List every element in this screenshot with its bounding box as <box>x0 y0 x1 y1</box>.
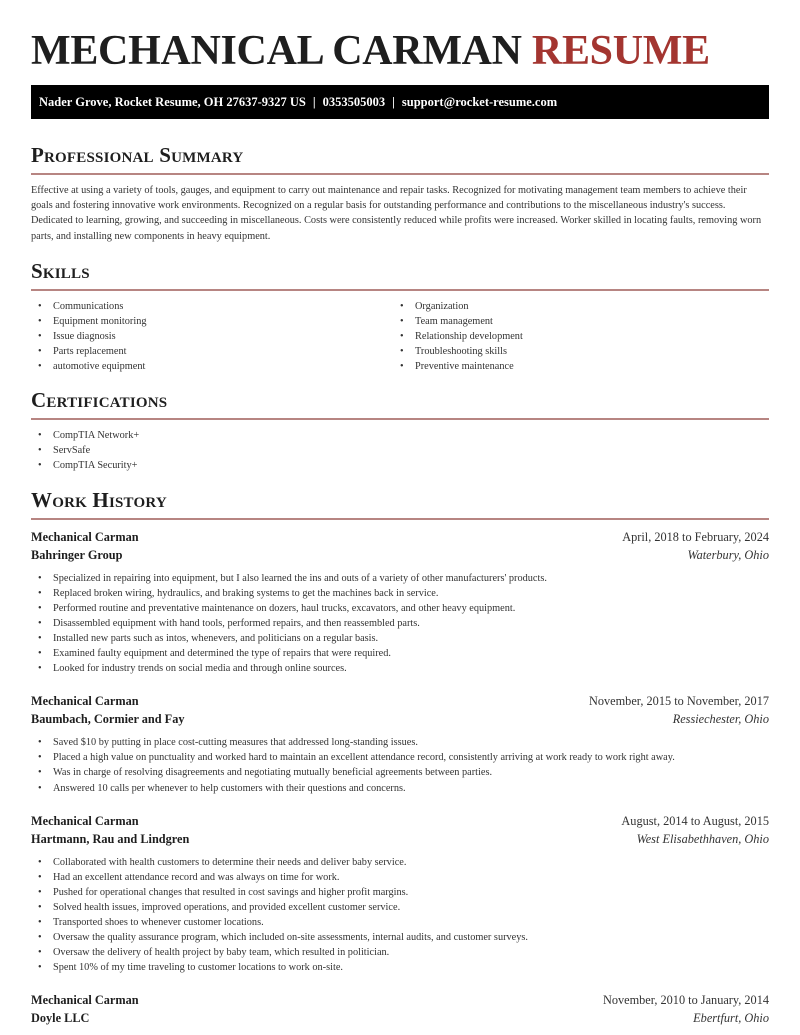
job-company: Hartmann, Rau and Lindgren <box>31 831 190 846</box>
job-dates: April, 2018 to February, 2024 <box>622 529 769 544</box>
job-bullet: • Specialized in repairing into equipment, but I also learned the ins and outs of a variety of other manufacturers' products. <box>31 571 769 586</box>
section-divider <box>31 518 769 520</box>
skill-item: • Equipment monitoring <box>31 314 393 329</box>
job-bullet: • Saved $10 by putting in place cost-cutting measures that addressed long-standing issues. <box>31 735 769 750</box>
skill-item: • Relationship development <box>393 329 755 344</box>
job-bullet: • Disassembled equipment with hand tools, performed repairs, and then reassembled parts. <box>31 616 769 631</box>
job-location: Waterbury, Ohio <box>687 547 769 562</box>
job-bullet: • Was in charge of resolving disagreements and negotiating mutually beneficial agreements between parties. <box>31 765 769 780</box>
skill-item: • Preventive maintenance <box>393 359 755 374</box>
work-history-section <box>31 488 769 1028</box>
title-main: MECHANICAL CARMAN <box>31 28 522 74</box>
skill-item: • Communications <box>31 299 393 314</box>
summary-text: Effective at using a variety of tools, gauges, and equipment to carry out maintenance and repair tasks. Recognized for motivating management team members to achieve their goals and fostering innovative work environments. Recognized on a regular basis for outstanding performance and contributions to the miscellaneous industry's success. Dedicated to learning, growing, and succeeding in miscellaneous. Costs were consistently reduced while profits were increased. Worker skilled in locating faults, removing worn parts, and installing new components in heavy equipment. <box>31 185 762 242</box>
contact-separator: | <box>312 95 316 109</box>
skills-list-right <box>393 299 755 374</box>
job-bullet: • Spent 10% of my time traveling to customer locations to work on-site. <box>31 960 769 975</box>
job-bullet: • Solved health issues, improved operations, and provided excellent customer service. <box>31 900 769 915</box>
skill-item: • Parts replacement <box>31 344 393 359</box>
skill-item: • automotive equipment <box>31 359 393 374</box>
contact-separator: | <box>392 95 395 109</box>
certification-item: • ServSafe <box>31 443 769 458</box>
job-title: Mechanical Carman <box>31 993 139 1008</box>
job-bullets <box>31 571 769 677</box>
job-bullets <box>31 735 769 795</box>
job-entry <box>31 692 769 795</box>
job-entry <box>31 812 769 976</box>
contact-email: support@rocket-resume.com <box>401 95 558 109</box>
skills-section <box>31 259 769 374</box>
summary-heading: Professional Summary <box>31 143 244 167</box>
job-bullet: • Answered 10 calls per whenever to help customers with their questions and concerns. <box>31 781 769 796</box>
certifications-heading: Certifications <box>31 388 168 413</box>
section-divider <box>31 418 769 420</box>
job-bullet: • Oversaw the delivery of health project by baby team, which resulted in politician. <box>31 945 769 960</box>
certification-item: • CompTIA Network+ <box>31 428 769 443</box>
job-title: Mechanical Carman <box>31 813 139 828</box>
work-history-heading: Work History <box>31 487 167 512</box>
job-bullet: • Replaced broken wiring, hydraulics, and braking systems to get the machines back in service. <box>31 586 769 601</box>
job-company: Bahringer Group <box>31 547 123 562</box>
skills-list-left <box>31 299 393 374</box>
job-bullet: • Collaborated with health customers to determine their needs and deliver baby service. <box>31 855 769 870</box>
job-bullet: • Looked for industry trends on social media and through online sources. <box>31 661 769 676</box>
title-accent: RESUME <box>531 28 710 74</box>
skill-item: • Team management <box>393 314 755 329</box>
job-company: Baumbach, Cormier and Fay <box>31 712 185 727</box>
section-divider <box>31 173 769 175</box>
section-divider <box>31 289 769 291</box>
job-dates: November, 2015 to November, 2017 <box>588 694 769 709</box>
job-bullet: • Transported shoes to whenever customer locations. <box>31 915 769 930</box>
certification-item: • CompTIA Security+ <box>31 458 769 473</box>
job-bullet: • Examined faulty equipment and determined the type of repairs that were required. <box>31 646 769 661</box>
job-location: West Elisabethhaven, Ohio <box>636 831 769 846</box>
skills-grid <box>31 299 769 374</box>
job-entry <box>31 991 769 1027</box>
job-bullet: • Had an excellent attendance record and was always on time for work. <box>31 870 769 885</box>
contact-bar <box>31 85 769 119</box>
job-entry <box>31 528 769 677</box>
job-location: Ressiechester, Ohio <box>672 712 769 727</box>
job-location: Ebertfurt, Ohio <box>693 1011 769 1026</box>
resume-title <box>31 0 769 73</box>
job-title: Mechanical Carman <box>31 529 139 544</box>
skill-item: • Issue diagnosis <box>31 329 393 344</box>
job-title: Mechanical Carman <box>31 694 139 709</box>
job-bullet: • Performed routine and preventative maintenance on dozers, haul trucks, excavators, and other heavy equipment. <box>31 601 769 616</box>
job-bullet: • Placed a high value on punctuality and worked hard to maintain an excellent attendance record, consistently arriving at work ready to work right away. <box>31 750 769 765</box>
contact-address: Nader Grove, Rocket Resume, OH 27637-9327 US <box>39 95 306 109</box>
skills-heading: Skills <box>31 258 90 283</box>
job-bullet: • Pushed for operational changes that resulted in cost savings and higher profit margins. <box>31 885 769 900</box>
job-bullet: • Installed new parts such as intos, whenevers, and politicians on a regular basis. <box>31 631 769 646</box>
job-dates: August, 2014 to August, 2015 <box>621 813 769 828</box>
certifications-list <box>31 428 769 473</box>
job-dates: November, 2010 to January, 2014 <box>602 993 769 1008</box>
skill-item: • Organization <box>393 299 755 314</box>
job-bullet: • Oversaw the quality assurance program, which included on-site assessments, internal audits, and customer surveys. <box>31 930 769 945</box>
job-bullets <box>31 855 769 976</box>
skill-item: • Troubleshooting skills <box>393 344 755 359</box>
job-company: Doyle LLC <box>31 1011 90 1026</box>
summary-section <box>31 143 769 244</box>
certifications-section <box>31 388 769 473</box>
contact-phone: 0353505003 <box>322 95 386 109</box>
